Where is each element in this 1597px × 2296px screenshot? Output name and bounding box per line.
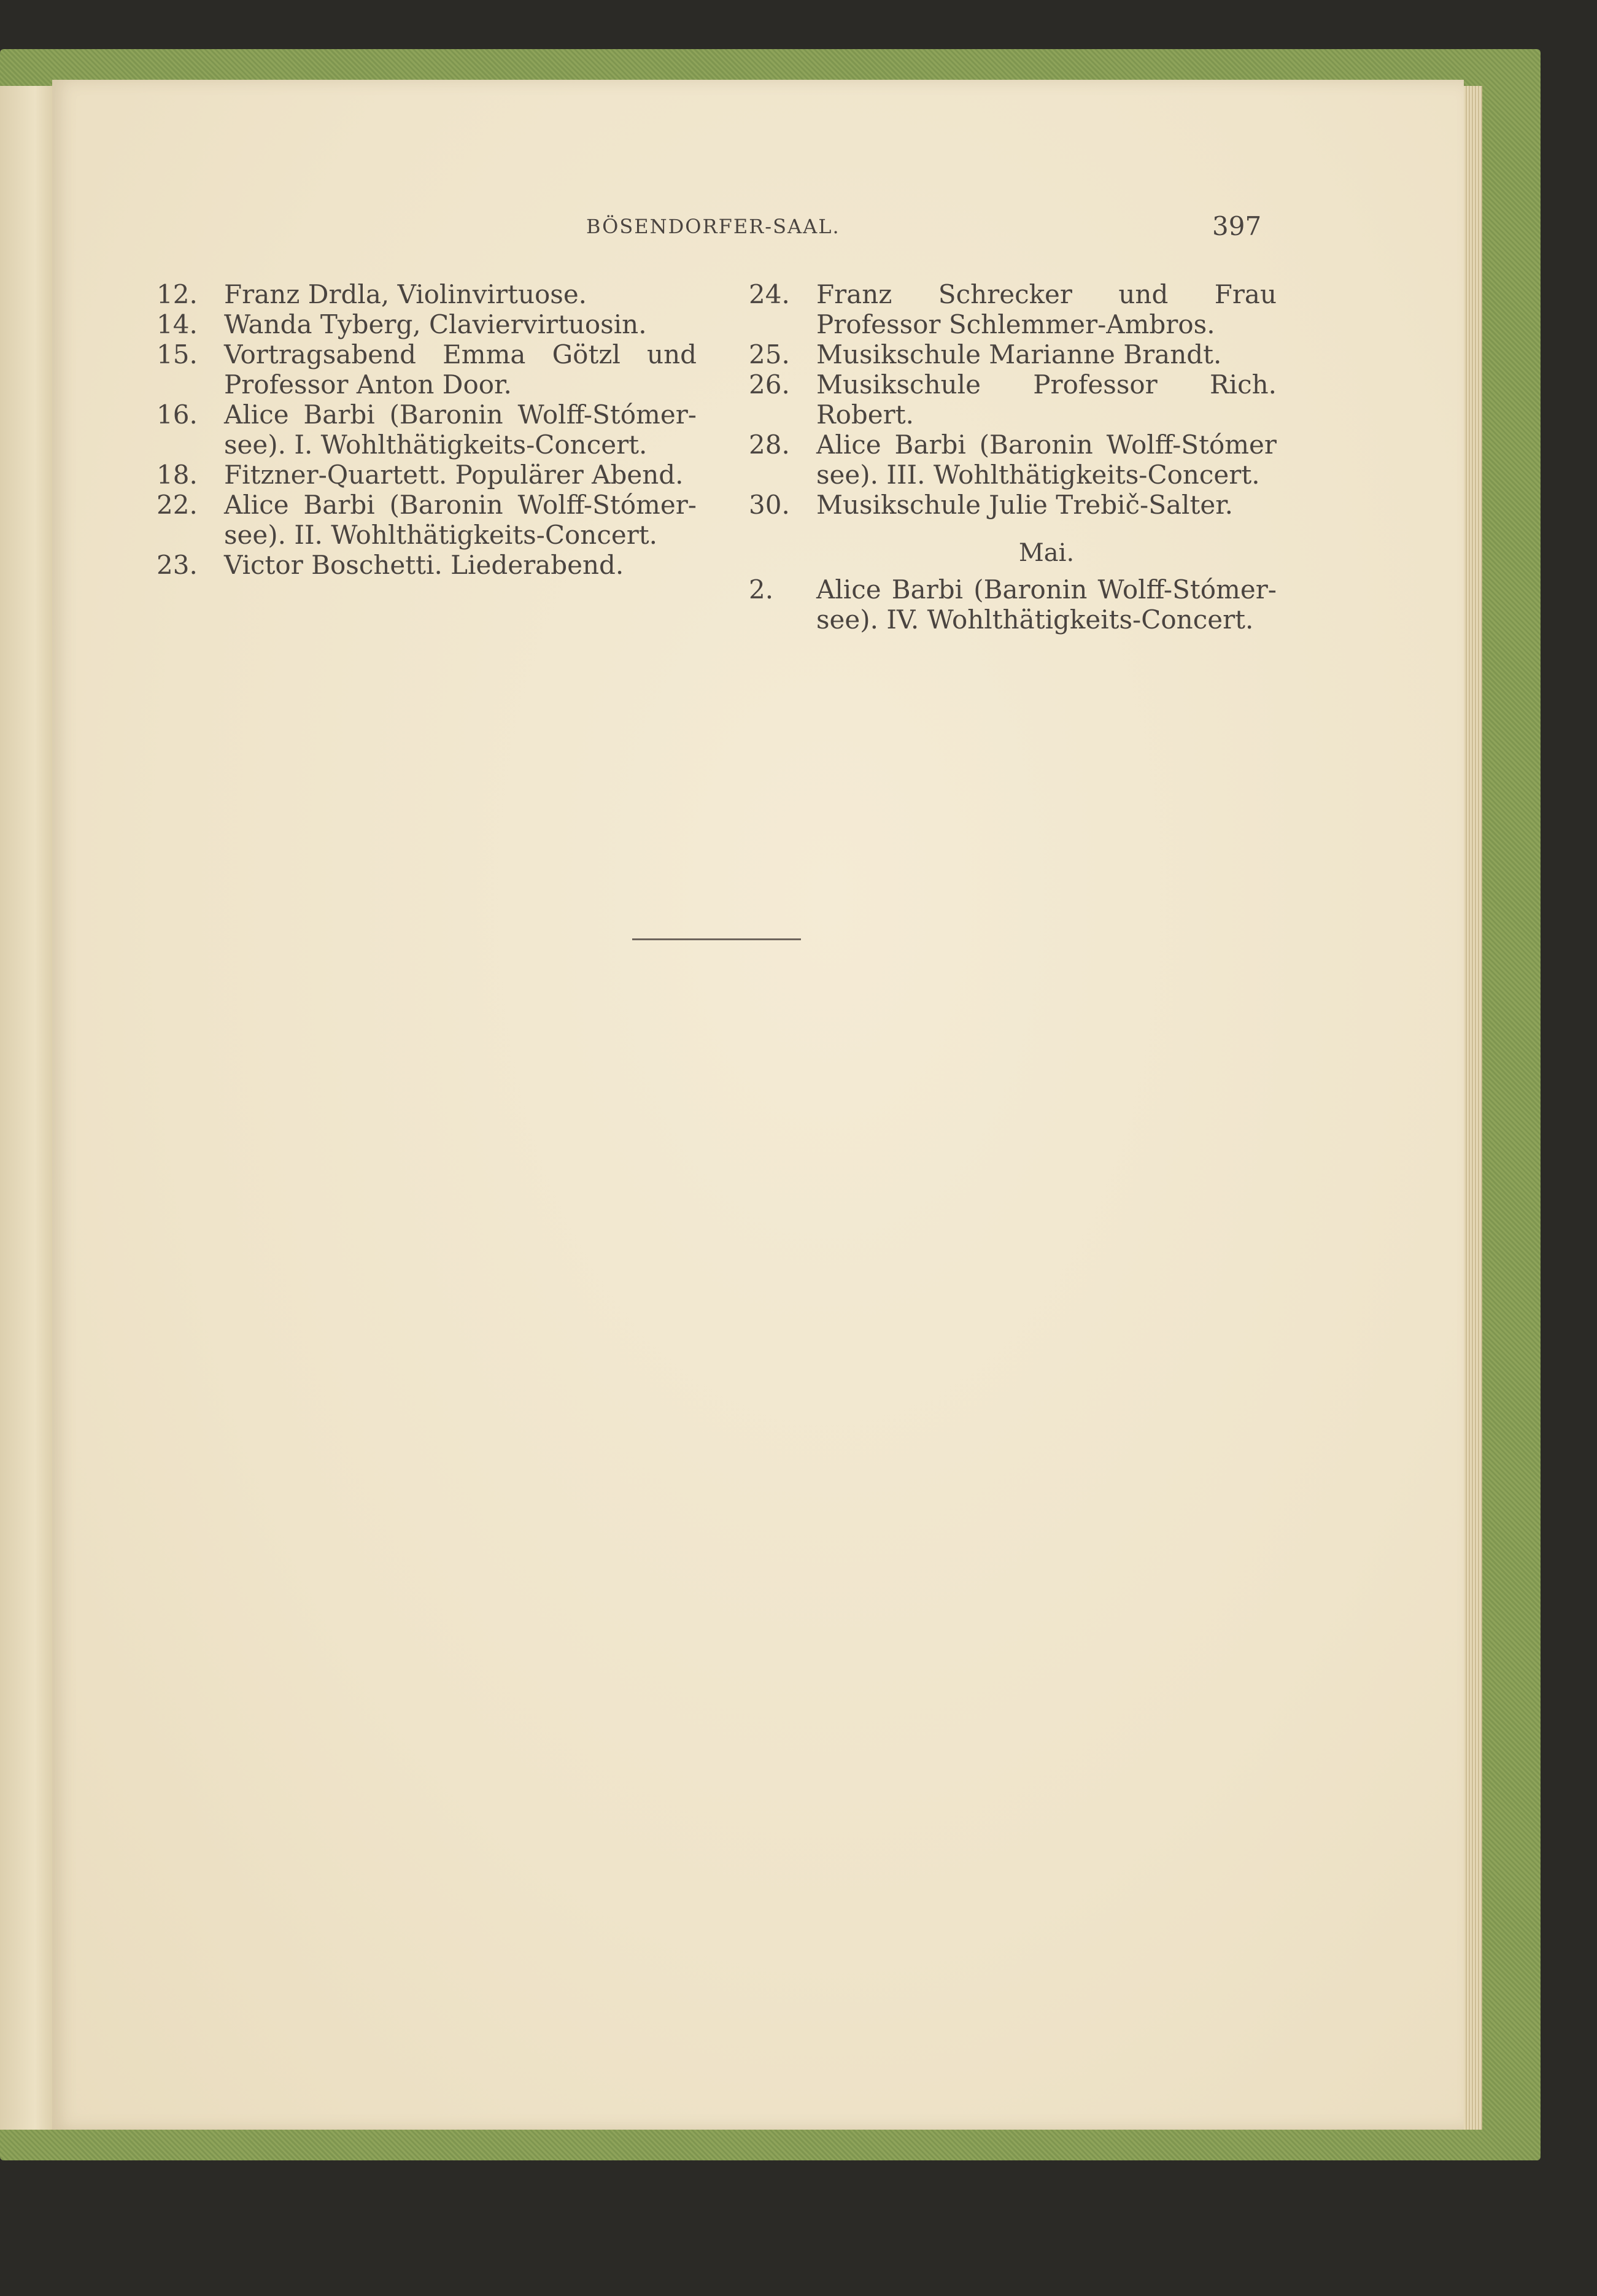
- entry-text: Alice Barbi (Baronin Wolff-Stómer see). III. Wohlthätigkeits-Concert.: [816, 430, 1277, 490]
- entry-text: Musikschule Marianne Brandt.: [816, 339, 1222, 369]
- left-column: [157, 279, 697, 580]
- entry-text: Franz Schrecker und Frau Professor Schlemmer-Ambros.: [816, 279, 1277, 339]
- running-head: BÖSENDORFER-SAAL.: [586, 215, 840, 238]
- entry-day: 15.: [157, 339, 198, 369]
- entry-day: 24.: [749, 279, 790, 309]
- list-item: [157, 279, 697, 309]
- entry-text: Alice Barbi (Baronin Wolff-Stómer-see). II. Wohlthätigkeits-Concert.: [224, 490, 697, 550]
- entry-text: Vortragsabend Emma Götzl und Professor Anton Door.: [224, 339, 697, 400]
- facing-page-edge: [0, 86, 58, 2130]
- list-item: [749, 490, 1277, 520]
- entry-day: 14.: [157, 309, 198, 339]
- entry-text: Musikschule Professor Rich. Robert.: [816, 369, 1277, 430]
- right-column: [749, 279, 1277, 635]
- entry-text: Franz Drdla, Violinvirtuose.: [224, 279, 587, 309]
- entry-text: Wanda Tyberg, Claviervirtuosin.: [224, 309, 647, 339]
- page-number: 397: [1212, 211, 1262, 241]
- entry-day: 28.: [749, 430, 790, 460]
- entry-text: Alice Barbi (Baronin Wolff-Stómer-see). IV. Wohlthätigkeits-Concert.: [816, 574, 1277, 635]
- page-block-edges: [1464, 86, 1482, 2130]
- list-item: [749, 339, 1277, 369]
- list-item: [749, 430, 1277, 490]
- entry-day: 16.: [157, 400, 198, 430]
- list-item: [749, 279, 1277, 339]
- month-heading: Mai.: [1018, 539, 1075, 567]
- entry-day: 30.: [749, 490, 790, 520]
- list-item: [749, 369, 1277, 430]
- list-item: [157, 550, 697, 580]
- entry-day: 2.: [749, 574, 774, 605]
- list-item: [157, 490, 697, 550]
- entry-text: Musikschule Julie Trebič-Salter.: [816, 490, 1234, 520]
- entry-day: 23.: [157, 550, 198, 580]
- section-divider: [632, 938, 801, 940]
- entry-text: Fitzner-Quartett. Populärer Abend.: [224, 460, 684, 490]
- entry-text: Alice Barbi (Baronin Wolff-Stómer-see). I. Wohlthätigkeits-Concert.: [224, 400, 697, 460]
- list-item: [157, 339, 697, 400]
- entry-day: 26.: [749, 369, 790, 400]
- entry-day: 22.: [157, 490, 198, 520]
- entry-day: 12.: [157, 279, 198, 309]
- entry-day: 25.: [749, 339, 790, 369]
- list-item: [157, 460, 697, 490]
- list-item: [749, 574, 1277, 635]
- entry-day: 18.: [157, 460, 198, 490]
- list-item: [157, 400, 697, 460]
- list-item: [157, 309, 697, 339]
- entry-text: Victor Boschetti. Liederabend.: [224, 550, 624, 580]
